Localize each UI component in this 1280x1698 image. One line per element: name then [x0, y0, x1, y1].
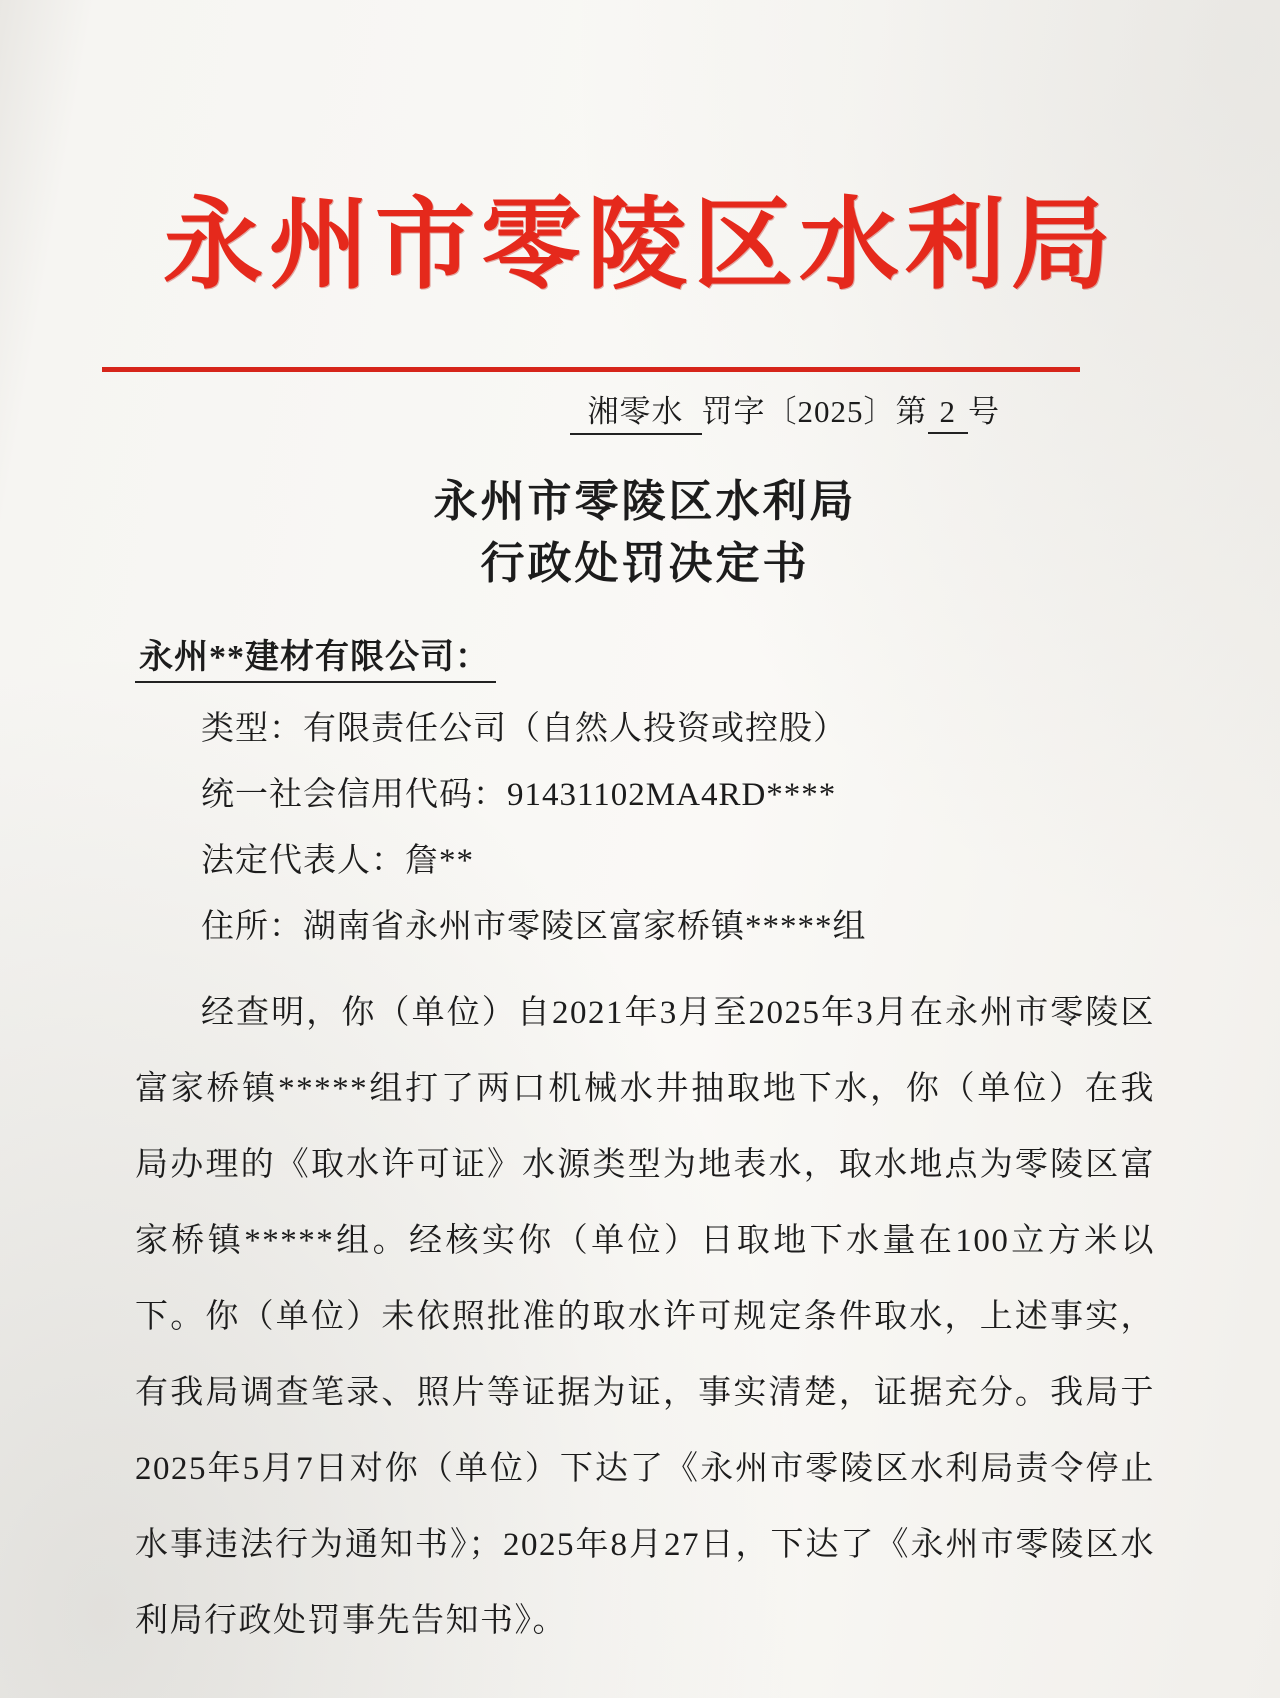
- red-divider: [102, 367, 1080, 372]
- document-content: [0, 386, 1280, 1659]
- doc-number-value: 2: [928, 394, 969, 434]
- doc-title-line2: 行政处罚决定书: [480, 539, 810, 588]
- recipient-line: [135, 629, 1155, 683]
- doc-title-line1: 永州市零陵区水利局: [433, 477, 857, 526]
- doc-title: [135, 471, 1155, 595]
- doc-number-suffix: 号: [968, 394, 1000, 429]
- info-line-credit-code: 统一社会信用代码：91431102MA4RD****: [201, 777, 837, 813]
- agency-header-title: 永州市零陵区水利局: [163, 190, 1117, 301]
- body-paragraph: 经查明，你（单位）自2021年3月至2025年3月在永州市零陵区富家桥镇*****组打了两口机械水井抽取地下水，你（单位）在我局办理的《取水许可证》水源类型为地表水，取水地点为零陵区富家桥镇*****组。经核实你（单位）日取地下水量在100立方米以下。你（单位）未依照批准的取水许可规定条件取水，上述事实，有我局调查笔录、照片等证据为证，事实清楚，证据充分。我局于2025年5月7日对你（单位）下达了《永州市零陵区水利局责令停止水事违法行为通知书》；2025年8月27日，下达了《永州市零陵区水利局行政处罚事先告知书》。: [135, 995, 1155, 1639]
- info-line-legal-representative: 法定代表人：詹**: [201, 843, 474, 879]
- info-line-company-type: 类型：有限责任公司（自然人投资或控股）: [201, 711, 847, 747]
- doc-number-issuer: 湘零水: [570, 386, 702, 435]
- doc-number: [135, 386, 1155, 435]
- doc-number-type: 罚字〔2025〕第: [701, 394, 928, 429]
- info-line-address: 住所：湖南省永州市零陵区富家桥镇*****组: [201, 909, 867, 945]
- recipient-name: 永州**建材有限公司：: [135, 629, 496, 683]
